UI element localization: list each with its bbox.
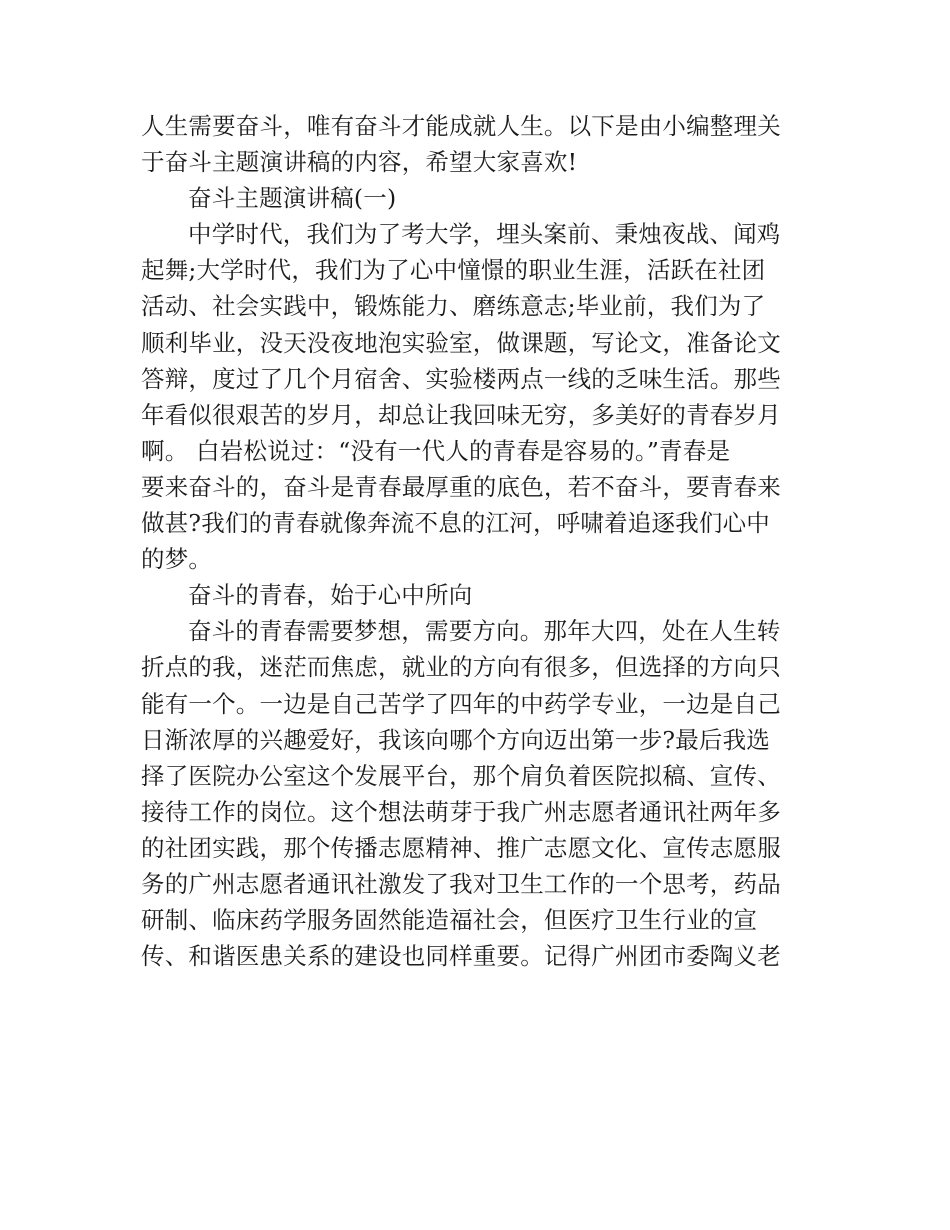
text-line: 顺利毕业，没天没夜地泡实验室，做课题，写论文，准备论文 <box>141 328 781 357</box>
text-line: 中学时代，我们为了考大学，埋头案前、秉烛夜战、闻鸡 <box>188 220 781 249</box>
text-line: 奋斗的青春需要梦想，需要方向。那年大四，处在人生转 <box>188 617 781 646</box>
text-line: 折点的我，迷茫而焦虑，就业的方向有很多，但选择的方向只 <box>141 653 781 682</box>
text-line: 答辩，度过了几个月宿舍、实验楼两点一线的乏味生活。那些 <box>141 364 781 393</box>
text-line: 传、和谐医患关系的建设也同样重要。记得广州团市委陶义老 <box>141 942 781 971</box>
section-heading: 奋斗的青春，始于心中所向 <box>188 581 473 610</box>
document-page <box>141 108 813 974</box>
text-line: 人生需要奋斗，唯有奋斗才能成就人生。以下是由小编整理关 <box>141 112 781 140</box>
text-line: 务的广州志愿者通讯社激发了我对卫生工作的一个思考，药品 <box>141 869 781 898</box>
text-line: 于奋斗主题演讲稿的内容，希望大家喜欢! <box>141 148 578 177</box>
text-line: 做甚?我们的青春就像奔流不息的江河，呼啸着追逐我们心中 <box>141 509 770 538</box>
text-line: 啊。 白岩松说过：“没有一代人的青春是容易的。”青春是 <box>141 436 731 465</box>
text-line: 的社团实践，那个传播志愿精神、推广志愿文化、宣传志愿服 <box>141 833 781 862</box>
text-line: 起舞;大学时代，我们为了心中憧憬的职业生涯，活跃在社团 <box>141 256 766 285</box>
text-line: 接待工作的岗位。这个想法萌芽于我广州志愿者通讯社两年多 <box>141 797 781 826</box>
text-line: 年看似很艰苦的岁月，却总让我回味无穷，多美好的青春岁月 <box>141 400 781 429</box>
text-line: 能有一个。一边是自己苦学了四年的中药学专业，一边是自己 <box>141 689 781 718</box>
text-line: 研制、临床药学服务固然能造福社会，但医疗卫生行业的宣 <box>141 906 758 935</box>
text-line: 日渐浓厚的兴趣爱好，我该向哪个方向迈出第一步?最后我选 <box>141 725 770 754</box>
section-heading: 奋斗主题演讲稿(一) <box>188 184 397 213</box>
text-line: 择了医院办公室这个发展平台，那个肩负着医院拟稿、宣传、 <box>141 761 781 790</box>
text-line: 要来奋斗的，奋斗是青春最厚重的底色，若不奋斗，要青春来 <box>141 472 781 501</box>
text-line: 的梦。 <box>141 545 213 574</box>
text-line: 活动、社会实践中，锻炼能力、磨练意志;毕业前，我们为了 <box>141 292 766 321</box>
